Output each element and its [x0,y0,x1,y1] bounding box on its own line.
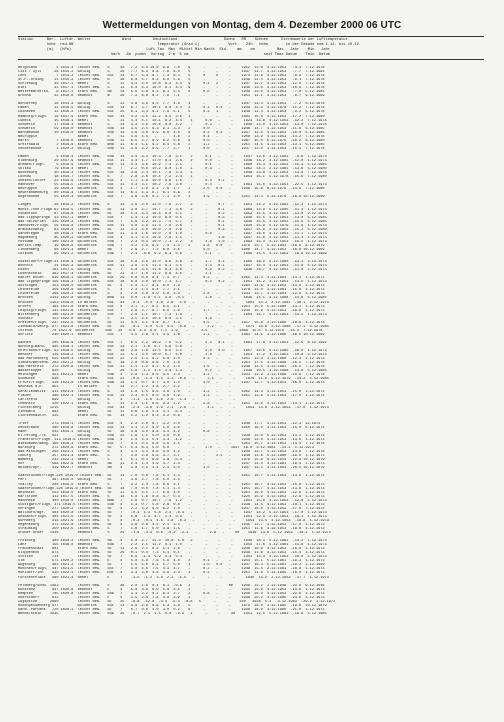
table-row: Soltau 79 1018.4 Nebel SE 7 2.2 0.8 10.2 8.0 1.0 1 0.3 - - 1962 14.3 3.12.1981 -13.6 5.12.1980 [18,167,327,172]
table-row: Kiel 31 1017.1 leicht bew. S 11 5.4 4.3 10.0 9.1 4.4 9 - - - 1949 13.0 4.12.1953 -10.9 7.12.1978 [18,86,325,91]
table-row: Helgoland 4 1014.4 leicht bew. S 43 7.2 5.4 10.0 9.8 7.0 9 - - - 1952 13.0 4.12.1953 -4.4 7.12.1978 [18,66,325,70]
table-row: Erfurt/Flugh. 316 1021.0 leicht bew. SSW 14 1.4 0.7 6.7 3.0 1.4 - 4.0 - - 1947 12.7 4.12.1953 -16.0 1.12.1973 [18,381,325,386]
table-row: Mannheim 100 1019.0 leicht bew. NNW 7 1.6 0.7 10.7 7.6 1.2 - - - - 1951 15.0 4.12.1953 -12.0 1.12.1973 [18,498,327,503]
table-row: Öhringen 277 1020.3 leicht bew. SE 4 2.2 3.2 9.0 6.2 2.0 - - - - 1947 16.6 4.12.1953 -17.6 7.12.1978 [18,506,325,511]
table-row: Würzburg 272 1020.8 stark bew. SE 5.7 5.4 8.3 5.0 5.0 - - 1.0 - 1947 16.0 3.12.1981 -14.2 1.12.1973 [18,446,314,451]
table-row: Karlsruhe 112 1017.5 leicht bew. S 14 5.8 1.6 8.8 4.7 5.3 - - - - 1925 15.9 4.12.1953 -12.9 1.12.1973 [18,494,325,499]
table-row: Lindenberg 98 1021.4 Nebel SW 7 2.9 2.7 7.3 6.0 2.8 - 5.0 - - 1906 14.7 4.12.1953 -16.8 10.12.1969 [18,247,325,252]
table-row: Osnabrück 87 1019.8 leicht bew. SE 18 5.4 3.3 10.8 8.0 5.1 - - 0.2 - 1952 15.5 4.12.1953 -13.0 2.12.1973 [18,211,327,216]
table-row: Schwerin 17 1018.4 bedeckt S 14 4.3 3.9 10.6 8.0 4.2 - 0.3 - - 1949 13.0 4.12.1953 -13.0 7.12.1978 [18,122,327,127]
table-row: Klippeneck 973 leicht bew. SE 25 0.1 0.4 7.3 5.4 0.1 - - - - 1949 11.6 4.12.1953 -15.4 1.12.1973 [18,551,325,556]
table-row: Leipzig/Flugh. 131 1021.6 leicht bew. SSE 7 2.8 2.7 9.7 6.0 1.9 - 1.7 - - 1935 15.9 4.12.1953 -18.6 1.12.1973 [18,308,325,313]
table-row: Neuhaus a.R. 851 in Wolken S 14 2.7 1.2 3.8 2.7 2.2 - - - - [18,385,312,390]
table-row: Plauen 386 1022.1 leicht bew. SSE 14 2.3 0.5 8.0 4.6 1.9 - 3.3 - - 1951 13.6 4.12.1953 -17.0 1.12.1973 [18,393,325,398]
table-row: Köln/Bonn/Flugh. 92 1018.5 wolkig SE 18 3.8 1.8 11.5 8.5 3.5 - 2.0 0.0 - 1957 16.5 5.12.1985 -16.0 1.12.1973 [18,349,327,354]
table-row: Greifswald 2 1018.6 stark bew. WSW 11 6.4 5.1 9.2 8.4 5.8 2 1.2 - - 1951 14.5 4.12.1953 -13.1 5.12.1985 [18,142,325,147]
table-row: Freudenstadt 801 stark bew. SE 11 2.9 2.1 6.3 5.1 2.6 - - - - 1949 16.6 4.12.1953 -16.0 1.12.1973 [18,547,325,552]
table-row: Norderney 18 1014.3 wolkig S 22 4.8 3.6 9.5 7.7 4.8 4 - - - 1947 13.4 4.12.1953 -7.2 8.12.1978 [18,102,325,107]
table-row: Bad Lippspringe 159 1019.3 leicht bew. SSE 18 6.8 2.9 10.0 7.1 4.7 - 0.3 0.2 - 1951 15.2 4.12.1953 -13.5 1.12.1973 [18,280,327,285]
table-row: Lahr 155 1018.0 bedeckt SSW 7 2.2 2.1 11.2 8.1 1.0 - - - - 1959 17.6 5.12.1961 -11.8 1.12.1973 [18,543,327,548]
table-row: Oschatz 152 1022.0 wolkig S 11 3.5 2.5 10.4 6.0 3.5 - 4.9 - - [18,316,314,321]
table-row: Berlin-Temp. 49 1020.8 wolkenlos SSW 7 4.2 2.9 9.2 7.4 3.3 2 4.8 0.0 - 1876 15.7 5.12.1981 -18.6 8.12.1879 [18,243,325,248]
table-row: Lingen 26 1018.2 leicht bew. S 14 3.9 2.0 12.0 7.8 2.7 2 - 0.7 - 1951 14.2 5.12.1981 -12.3 1.12.1973 [18,203,327,208]
table-row: Weiden/Opf. 439 1022.7 bedeckt SW 4 3.0 2.5 4.4 2.4 3.0 - 3.0 - - 1947 13.3 3.12.1981 -20.5 10.12.1879 [18,466,325,471]
table-row: List / Sylt 26 1014.2 wolkig S 29 7.7 6.3 8.8 7.6 6.0 5 - - - 1937 11.7 4.12.1953 -7.7 7.12.1982 [18,70,325,75]
table-row: Carlsfeld 899 wolkig S 4 -1.3 -1.6 3.8 2.6 -1.4 - - - - [18,397,316,402]
table-header-line-3: (m) (hPa) Luft Tau Max Mittel Min Nacht Std. mm cm Max Jahr Min Jahr [18,48,331,52]
table-header-line-1: Station Ber. Luftdr. Wetter Wind Deutschland Sonne RR Schnee Extremwerte der Lufttemperatur [18,38,348,42]
table-row: Neuruppin Nebel S 11 4.6 4.5 - - 4.6 2 0.4 - - 1908 13.9 4.12.1953 -14.2 7.12.1978 [18,134,325,139]
table-row: Kempten 705 1020.8 leicht bew. SSW 7 3.1 2.2 8.2 6.3 2.7 2 0.8 - - 1946 16.4 4.12.1953 -22.6 1.12.1973 [18,591,325,596]
table-row: Coburg 357 1021.4 stark bew. S 7 3.8 2.8 6.8 3.7 3.7 - - 2.1 - 1948 13.6 5.12.1980 -19.0 1.12.1973 [18,454,325,459]
table-row: Bad Kissingen 268 1021.1 leicht bew. S 4 4.4 3.3 8.8 4.0 4.2 - - - - 1948 13.7 4.12.1953 -14.6 7.12.1978 [18,450,325,455]
table-row: Saarbrücken/Flugh.320 1019.0 leicht bew. SE 14 7.0 0.0 7.8 5.1 1.4 - - - - 1951 16.7 4.12.1953 -13.6 1.12.1973 [18,486,325,491]
table-row: Münst./Osn.Flugh.63 1018.5 leicht bew. SE 14 3.0 2.7 10.7 7.3 3.0 2 - 0.1 - 1989 14.9 5.12.1985 -11.4 1.12.1973 [18,207,327,212]
table-row: Konstanz 447 1020.6 bedeckt E 4 5.0 3.9 6.0 5.8 3.5 2 - - - 1935 15.0 4.12.1953 -14.6 1.12.1973 [18,587,325,592]
table-row: Brocken 1153 1018.0 in Wolken SSE 43 -0.1 -0.4 4.0 2.6 -1.6 - - - - 1901 13.2 3.12.1981 -18.1 2.12.1973 [18,300,329,305]
table-row: Leinefelde 266 1020.3 wolkenlos S 4 2.0 2.8 8.0 5.8 2.3 - 2.8 - - 1933 13.7 3.12.1981 -12.9 1.12.1973 [18,292,325,297]
table-row: Gera/Leumnitz 311 1021.4 leicht bew. S 14 1.8 1.5 8.6 4.9 1.8 - 3.2 - - 1952 14.3 4.12.1953 -15.0 1.12.1973 [18,389,325,394]
table-row: Barth 7 1018.6 bedeckt SSW 11 6.5 4.7 8.9 6.2 6.6 6 0.0 - - 1987 15.0 6.12.1979 -16.2 8.12.1980 [18,138,325,143]
table-row: Stötten 734 leicht bew. SE 7 0.9 -1.4 5.9 4.4 0.4 - - - - 1951 14.4 4.12.1953 -16.0 1.12.1973 [18,555,327,560]
table-row: Oberstdorf 812 leicht bew. E 4 3.5 2.4 7.8 4.8 2.9 3 - - - 1938 20.2 3.12.1985 -24.6 1.12.1973 [18,595,325,600]
table-header-line-4: km/h Zm punkt Vortag 2 m 5 cm seit Tmax Datum Tmin Datum [18,53,331,57]
table-row: Neubrandenburg 80 1019.4 leicht bew. SSE 14 6.1 4.3 6.7 8.1 6.6 2 - - - [18,191,312,196]
table-row: Hannover 55 1019.5 leicht bew. SSE 11 4.3 3.1 10.2 7.6 3.0 - 0.4 - - 1891 15.0 4.12.1953 -22.5 1.12.1973 [18,183,327,188]
table-row: Bad Lippspringe 43 1017.1 Nebel SSE 7 1.4 1.3 10.0 6.0 0.5 - - 0.3 - 1946 15.5 4.12.1953 -13.0 5.12.1985 [18,215,327,220]
table-row: Wittenberg 106 1021.0 wolkenlos SSE 7 2.8 1.1 10.7 7.3 1.9 - - - - 1904 15.7 4.12.1953 -14.5 1.12.1973 [18,312,327,317]
table-row: Brocken 1142 1022.8 wolkig WSW 11 0.0 -1.9 5.1 3.6 -0.1 - 1.8 - - 1936 14.1 3.12.1988 -14.6 5.12.1985 [18,296,327,301]
table-row: Ansbach/Flugh. 404 1021.5 leicht bew. SE 4 0.6 -1.4 4.7 1.4 0.3 - - - - 1951 12.3 2.12.1953 -18.1 1.12.1973 [18,514,327,519]
table-row: Kahler Asten 839 1018.1 wolkenlos SSE 29 0.8 0.6 9.4 7.4 0.7 - 0.2 - - 1955 11.3 3.12.1981 -14.1 1.12.1973 [18,276,325,281]
table-row: Bocholt 24 1015.2 wolkenlos SSE 11 3.9 2.5 11.3 8.1 3.5 - 1.3 0.1 - 1947 15.4 4.12.1953 -11.9 5.12.1973 [18,264,327,269]
table-row: Essen 161 1017.5 wolkig SE 7 5.0 3.5 11.8 9.3 4.6 - 0.2 0.2 - 1936 16.7 4.12.1953 -11.0 2.12.1973 [18,268,327,273]
table-row: Mühldorf/Inn 410 1022.1 leicht bew. ENE 4 3.3 3.0 4.8 3.8 3.3 3 0.3 - - 1951 11.8 5.12.1985 -18.0 1.12.1973 [18,571,325,576]
table-row: Deuselbach 480 1018.8 leicht bew. SSE 14 3.1 2.2 9.0 5.0 3.0 - - - - 1950 16.0 3.12.1953 -15.0 5.12.1973 [18,425,325,430]
header-rule-top [18,36,484,37]
table-row: Bad Hersfeld 272 1020.8 leicht bew. SSE 11 1.4 1.2 8.2 5.3 1.4 - 1.0 - - 1946 13.5 3.12.1981 -16.5 7.12.1978 [18,365,325,370]
table-row: Nürburg-Barw. 485 1018.1 leicht bew. SSE 14 2.1 -1.0 6.7 5.6 0.8 - - - - [18,345,314,349]
table-row: Görlitz 240 1020.1 bedeckt SSE 7 4.5 2.9 5.1 4.5 3.6 - 1.1 - - 1881 14.1 3.12.1988 -19.5 10.12.1969 [18,332,325,337]
table-header-line-2: höhe red.NN Temperatur (Grad C) Vort. 24h höhe in der Dekade vom 1.12. bis 10.12. [18,43,361,47]
table-row: Bremen/Flugh. 5 1018.9 leicht bew. SSE 11 4.3 3.6 10.9 7.4 2.1 - 0.1 - - 1890 15.4 4.12.1953 -15.4 5.12.1985 [18,163,327,168]
table-row: Ueckermünde 1 1020.2 wolkig SSW 11 4.9 3.2 9.9 7.7 3.7 1 0.0 - - 1947 13.0 4.12.1953 -15.4 7.12.1978 [18,146,325,151]
table-row: Feldberg/Schw. 1493 leicht bew. S 36 2.0 1.6 0.4 0.1 -0.6 2 - - Re 1949 13.2 2.12.1948 -22.8 9.12.1946 [18,583,325,588]
table-row: Wiesbaden/Wadg. 190 1018.3 leicht bew. SSE 7 3.1 0.3 8.8 3.9 2.5 - - - - 1951 15.7 3.12.1953 -14.4 7.12.1978 [18,442,325,447]
table-row: Lüchow 18 1019.7 leicht bew. S 7 2.8 2.6 10.4 7.2 2.4 1 - - - 1954 15.1 5.12.1978 -15.6 7.12.1980 [18,175,327,180]
table-row: Hannover/Flugh. 59 1019.8 leicht bew. SSE 11 4.0 2.9 11.3 7.9 2.8 - - 0.1 - 1930 15.9 5.12.1979 -11.9 1.12.1973 [18,223,327,228]
table-row: Garm.-Partenk. 720 1020.1 leicht bew. SE 7 0.7 0.6 4.0 3.0 0.2 6 - - - 1938 18.0 3.12.1985 -21.0 1.12.1973 [18,607,325,612]
table-row: St.P.-Ording 11 1015.2 leicht bew. N 18 6.0 5.7 8.3 6.0 5.9 5 - - - 1949 12.4 4.12.1953 -9.1 7.12.1978 [18,78,325,83]
table-row: Zinnwald 882 Nebel SE 11 0.6 1.8 5.4 4.1 -0.4 - - - - [18,409,312,414]
table-row: Oldenburg 20 1017.9 bedeckt SSE 11 3.4 1.7 11.0 8.4 2.8 2 0.0 - - 1946 13.2 3.12.1981 -12.0 1.12.1973 [18,158,327,163]
table-row: Gardelegen 48 1019.1 stark bew. SSE 11 3.4 1.6 10.0 7.0 1.9 - 0.0 - - 1947 16.0 4.12.1953 -11.1 7.12.1973 [18,231,327,236]
table-row: Warnemünde 10 1018.0 bedeckt SSW 14 4.6 3.8 9.9 8.0 4.6 6 0.2 0.3 - 1947 12.5 4.12.1953 -10.0 5.12.1985 [18,130,325,135]
table-row: Bad Salzuflen 129 1020.2 leicht bew. SSE 7 5.9 2.2 10.3 7.5 5.7 1 - 0.1 - 1946 15.5 4.12.1953 -15.9 5.12.1985 [18,219,327,224]
page-title: Wettermeldungen von Montag, dem 4. Dezember 2000 06 UTC [102,20,402,31]
table-row: Aachen 205 1019.9 leicht bew. SSE 7 6.5 2.2 10.9 7.9 5.2 - 2.3 0.1 - 1891 17.8 4.12.1953 -12.9 8.12.1962 [18,340,327,345]
table-row: Bendorf 129 1018.2 leicht bew. SSE 11 5.1 3.0 10.0 6.7 5.0 - 2.8 - - 1951 17.2 4.12.1953 -10.8 2.12.1973 [18,353,327,358]
table-row: Emden 5 1018.4 leicht bew. SSW 14 3.4 3.3 10.3 7.8 3.1 2 0.1 - - 1947 12.6 3.12.1981 -8.6 1.12.1973 [18,154,327,159]
table-row: Hahn 503 1019.1 wolkig SE 18 4.6 3.0 8.8 4.4 4.2 - 0.8 - - [18,429,312,434]
table-row: Großer Arber 1446 bedeckt S 29 -1.6 -4.3 0.6 -0.2 -2.1 - 2.8 - Re 1949 13.6 5.12.1953 -18.1 1.12.1973 [18,531,331,536]
table-row: Schwerin 59 1018.0 bedeckt SSW 14 3.5 2.5 9.3 9.1 3.3 2 0.0 - - 1946 14.7 4.12.1953 -11.8 5.12.1985 [18,126,325,131]
table-row: München/Flugh. 447 1021.5 leicht bew. SSE 7 4.8 4.5 7.5 4.3 4.7 - 0.2 - - 1948 15.4 2.12.1961 -18.8 1.12.1973 [18,567,325,572]
table-row: Cottbus 69 1021.2 wolkenlos SSW 7 2.1 -0.6 9.2 6.3 0.6 - 5.1 - - 1888 15.5 4.12.1953 -16.9 10.12.1969 [18,252,327,257]
table-row: Seesen/Lutter 23 1019.9 leicht bew. SSE 4 1.1 1.9 10.0 6.6 1.0 - 0.3 0.1 - [18,179,314,184]
table-row: Cuxhaven 12 1016.2 leicht bew. SSE 25 6.1 3.3 9.2 7.9 5.1 5 0.3 1 - 1949 12.3 4.12.1953 -9.2 5.12.1978 [18,110,325,115]
table-row: Perl 387 1019.0 wolkig SE 7 3.6 2.7 7.8 5.0 2.5 - - - - [18,478,312,483]
table-row: Leinefelde 356 1020.0 wolkenlos S 4 2.3 1.4 9.4 7.7 2.1 - - - - 1978 13.4 3.12.1981 -15.8 1.12.1973 [18,288,325,293]
table-row: Meiningen 453 1021.4 Nebel SSW 4 2.8 1.3 8.6 4.5 2.4 - 3.2 - - 1933 12.9 3.12.1988 -18.6 7.12.1978 [18,373,325,378]
table-row: Thalley 208 1018.6 stark bew. S 7 3.2 2.4 7.8 6.6 3.1 - - - - 1951 16.7 4.12.1953 -15.0 1.12.1973 [18,482,325,487]
table-row: Gießen/Wettenb. 203 1021.2 wolkig SE 18 2.0 0.6 8.6 7.0 1.8 - - - - 1951 17.5 3.12.1988 -16.5 7.12.1978 [18,361,325,366]
table-row: Nürnberg 314 1021.9 leicht bew. S 4 -0.2 -0.1 4.6 1.8 -0.3 - - - - 1951 13.5 4.12.1953 -19.8 1.12.1973 [18,518,329,523]
table-row: Schmücke 946 stark bew. SSE 22 -0.5 -1.4 4.4 3.3 -0.6 - 3.5 - - 1979 11.9 6.12.1979 -14.2 5.12.1985 [18,377,329,382]
table-row: Potsdam 100 1021.0 wolkenlos SSW 7 2.3 0.3 10.0 7.1 2.2 3 4.8 1.0 - 1893 15.3 4.12.1953 -19.5 1.12.1973 [18,239,327,244]
header-rule-bottom [18,59,484,60]
table-row: Wendelstein 1835 leicht bew. SSW 25 -0.7 2.1 1.5 0.0 -0.9 1 - - 40 1951 12.5 5.12.1961 -18.8 5.12.1985 [18,611,327,616]
table-row: Bad Marienberg 555 1020.4 leicht bew. SSE 22 2.5 1.3 9.2 5.0 2.0 - 0.3 - - 1951 12.4 3.12.1988 -12.4 2.12.1973 [18,357,325,362]
table-row: Zugspitze 2960 leicht bew. SE 25 -8.8 -12.8 -4.4 -5.4 -8.8 5 - - 340 1938 5.4 4.12.1983 -29.2 1.12.1973 [18,599,336,604]
station-table [18,66,484,616]
table-row: Kl.Feldbg./Ts. 822 wolkig SSW 22 1.9 1.1 5.0 3.0 0.8 - - - - 1938 13.8 5.12.1953 -13.2 1.12.1973 [18,433,325,438]
table-row: Walldurn/Bgr. 404 1020.8 leicht bew. SE 7 -0.4 1.3 5.8 2.3 -0.4 - - - - 1947 14.2 5.12.1953 -17.0 1.12.1973 [18,510,327,515]
table-row: Hohenpeißenberg 977 wolkenlos SSE 14 4.8 2.9 6.6 5.3 3.8 5 - - - 1879 18.0 3.12.1985 -19.6 10.12.1879 [18,603,327,608]
table-row: Fürstenfeldbr. 480 1021.4 Nebel E 7 -1.5 -1.2 3.4 2.2 -1.5 - - - - 1946 14.2 2.12.1953 -17.7 1.12.1973 [18,575,329,580]
table-row: Frankfurt/Flugh. 113 1018.6 leicht bew. SSW 4 1.4 2.4 5.4 3.3 -1.2 - - - - 1936 12.8 4.12.1953 -13.6 1.12.1973 [18,438,325,443]
table-row: Bamberg 243 1022.3 Nebel S 4 0.1 0.4 6.6 3.8 -0.4 - - - - 1879 15.8 8.12.1914 -22.8 10.12.1879 [18,458,325,463]
table-row: Zinnwald/Georg. 877 1021.8 leicht bew. SE 29 -0.1 -1.0 5.4 4.5 -0.6 - 2.2 - - 1971 10.6 3.12.1988 -17.1 5.12.1985 [18,324,329,329]
table-row: Regensburg 371 1022.8 leicht bew. SE 4 3.6 0.8 4.2 2.4 3.4 - - - - 1945 12.7 4.12.1953 -17.8 1.12.1973 [18,522,325,527]
table-row: Göttingen 153 1020.0 wolkenlos SE 4 1.4 1.7 8.2 6.0 1.3 - - - - 1964 14.6 4.12.1953 -13.8 1.12.1973 [18,284,325,289]
table-row: Freiburg 300 1018.3 leicht bew. SW 4 5.0 2.7 11.3 10.0 5.0 2 - - - 1949 18.3 5.12.1961 -14.2 1.12.1973 [18,539,327,544]
table-row: Trier 273 1018.1 leicht bew. SSE 4 2.2 2.0 6.7 3.2 2.0 - - - - 1948 17.7 4.12.1953 -12.3 12.1973 [18,421,321,426]
table-row: Augsburg 463 1021.2 leicht bew. SE 7 5.5 5.0 8.1 5.7 5.0 4 1.0 0.0 - 1947 16.3 5.12.1961 -19.2 2.12.1990 [18,563,325,568]
table-row: Lübeck 15 1018.1 Nebel S 11 4.4 4.1 10.1 8.2 4.4 1 0.0 - - 1921 13.8 4.12.1953 -12.2 7.12.1978 [18,118,327,123]
table-row: Stuttgart/Flugh. 371 1019.5 leicht bew. SSW 4 1.3 0.7 5.8 2.6 0.8 - - - - 1938 14.5 4.12.1953 -18.1 1.12.1973 [18,502,325,507]
table-row: Saarbrücken/Flugh.320 1019.0 leicht bew. SE 14 7.0 0.0 7.8 5.1 1.4 - - - - 1951 16.7 4.12.1953 -13.6 1.12.1973 [18,474,325,479]
table-row: Westermarkelsd. 8 1017.1 stark bew. SW 14 5.5 5.8 9.3 8.1 5.5 6 0.0 - - 1949 13.0 4.12.1953 -7.0 5.12.1985 [18,90,325,95]
table-row: Lichtenhain/R. 325 stark bew. SE 14 1.2 1.2 6.3 3.2 0.6 - - - - [18,413,312,418]
table-row: Magdeburg 85 1020.3 wolkenlos SSE 4 3.1 2.4 10.6 7.9 1.5 - - 1.6 - 1947 15.6 4.12.1953 -13.4 1.12.1973 [18,235,327,240]
table-row: Leck 7 1014.2 leicht bew. SSE 14 6.7 5.3 8.7 7.3 6.3 5 0 X - 1974 11.6 4.12.1953 -8.9 7.12.1978 [18,74,325,79]
table-row: Düsseldorf/Flugh.41 1016.4 wolkenlos SSE 18 5.8 2.5 12.0 8.6 4.8 2 1.7 0.1 - 1969 16.2 5.12.1980 -13.1 2.12.1973 [18,260,327,265]
table-row: Neuruppin 39 1020.4 wolkenlos SSE 4 1.7 1.9 9.3 7.6 1.7 2 2.5 0.0 - 1949 15.8 6.12.1979 -14.9 7.12.1980 [18,187,325,192]
table-row: Weinbiet 553 1018.5 stark bew. SE 11 4.5 4.5 7.7 6.8 4.0 - - - - 1951 16.0 4.12.1953 -12.6 1.12.1973 [18,490,325,495]
table-row: Lüdenscheid 392 1017.4 leicht bew. SE 22 4.7 1.0 11.2 8.6 4.5 - 2.1 - - [18,272,314,277]
table-row: Chemnitz 420 1022.1 stark bew. S 11 1.3 1.1 6.6 3.3 1.2 - 2.8 - - 1951 12.0 4.12.1953 -14.1 1.12.1973 [18,401,325,406]
table-row: Straubing 350 1022.5 leicht bew. S 7 1.6 1.7 5.0 3.8 1.5 - - - - 1951 11.6 4.12.1953 -19.8 1.12.1973 [18,527,325,532]
table-row: Hamburg/Flugh. 16 1017.9 stark bew. SSE 14 4.2 3.5 11.2 8.5 2.6 1 - - - 1891 15.4 4.12.1953 -17.2 7.12.1980 [18,114,325,119]
table-row: Dresden/Flugh. 227 1022.5 wolkenlos SE 11 4.5 3.1 9.6 6.7 4.3 - 4.5 - - 1917 15.8 3.12.1988 -16.9 4.12.1973 [18,320,325,325]
table-row: Artern 164 1021.8 stark bew. SSE 4 3.1 1.7 8.1 6.9 3.1 - - - - 1951 15.0 5.12.1980 -14.3 1.12.1973 [18,304,325,309]
table-row: Arkona 42 1018.0 bedeckt W 29 7.2 6.6 8.2 7.6 7.1 - - - - 1951 12.1 4.12.1953 -8.7 9.12.1969 [18,94,325,99]
table-row: Wasserkuppe 920 wolkig S 29 1.8 -1.1 4.4 3.4 1.3 - 0.2 - - 1939 10.5 3.12.1988 -14.8 5.12.1985 [18,369,327,374]
table-row: Schleswig 43 1017.1 Nebel S 11 4.4 4.0 10.8 9.3 4.4 9 0.4 2 - 1947 12.7 4.12.1953 -12.0 7.12.1978 [18,82,325,87]
table-row: Emden 11 1016.5 wolkig SSE 14 6.7 3.7 10.1 9.0 4.4 4 0.1 0.4 - 1949 12.8 4.12.1978 -11.2 7.12.1978 [18,106,325,111]
table-row: Braunschweig 83 1020.4 leicht bew. SE 11 3.3 3.0 10.0 7.0 2.9 - - 0.3 - 1947 15.6 4.12.1953 -15.2 5.12.1980 [18,227,327,232]
table-row: Angermünde 55 1020.4 wolkenlos SSE 7 3.6 3.6 9.2 7.1 3.0 3 3.9 - - 1951 14.4 5.12.1979 -16.8 10.12.1969 [18,195,325,200]
table-row: Hof 568 1022.9 stark bew. SW 11 2.4 1.4 4.9 3.7 2.4 - - - - 1937 12.4 3.12.1981 -19.4 1.12.1973 [18,462,325,467]
table-row: Cottbus 70 1021.9 wolkenlos SSW 14 4.6 3.3 9.6 7.1 2.9 - 3.9 - - 1888 15.5 5.12.1979 -15.3 7.12.1978 [18,328,323,333]
table-row: Bückeburg 40 1019.3 leicht bew. SSE 18 3.6 2.4 10.1 7.6 3.3 1 - - - 1948 13.8 4.12.1953 -13.8 7.12.1978 [18,171,327,176]
table-row: Fichtelberg 1215 wolkig SSE 43 -2.4 -3.6 2.9 2.1 -2.6 - 4.1 - - 1953 14.8 2.12.1953 -17.6 1.12.1973 [18,405,329,410]
table-row: Ulm 571 1020.2 leicht bew. E 4 5.0 4.8 7.6 5.9 4.8 2 0.1 - - 1944 15.1 5.12.1961 -19.3 1.12.1973 [18,559,325,564]
